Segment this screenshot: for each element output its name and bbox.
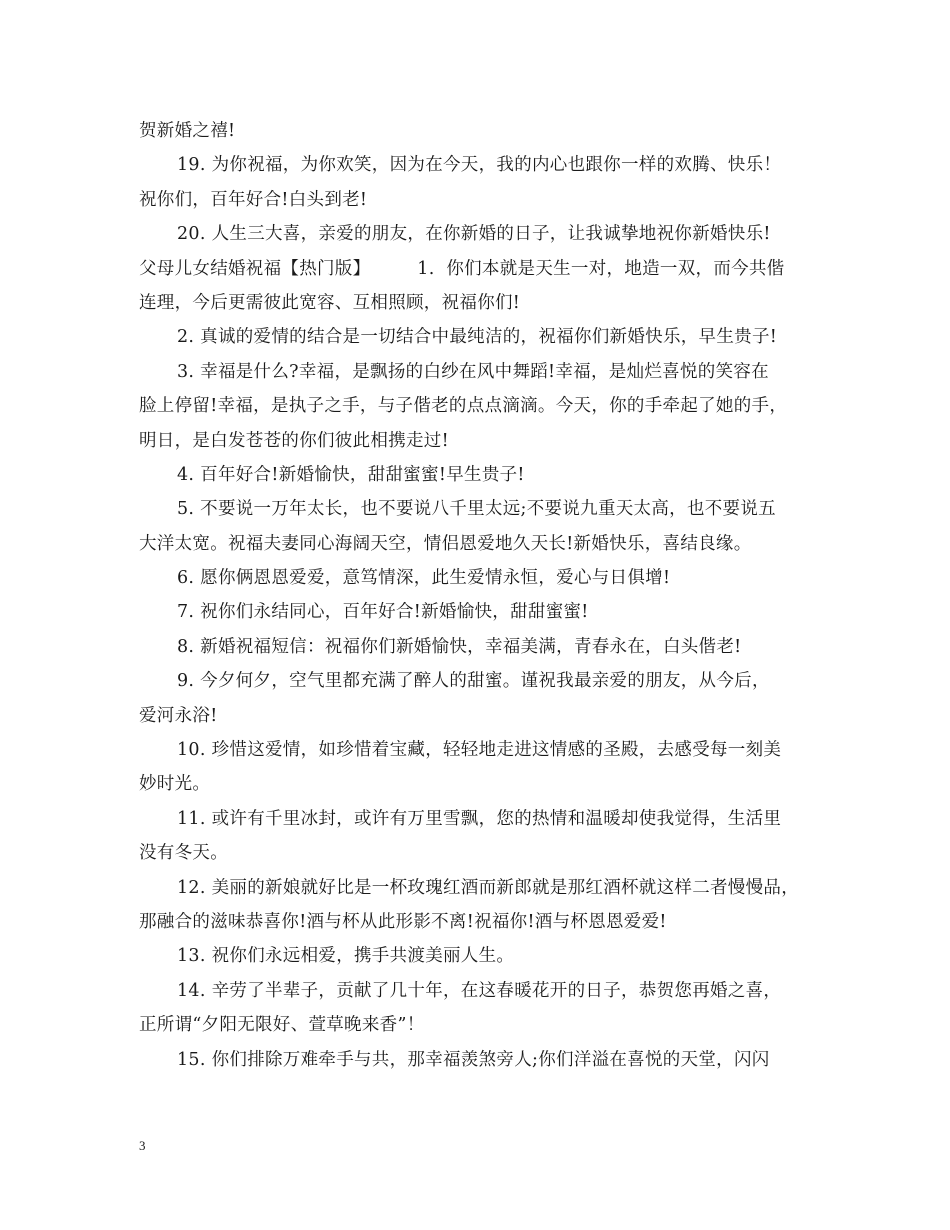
text-line: 祝你们，百年好合!白头到老! [139, 189, 368, 210]
text-line: 3. 幸福是什么?幸福，是飘扬的白纱在风中舞蹈!幸福，是灿烂喜悦的笑容在 [177, 361, 769, 382]
text-line: 正所谓“夕阳无限好、萱草晚来香”！ [139, 1015, 425, 1036]
text-line: 19. 为你祝福，为你欢笑，因为在今天，我的内心也跟你一样的欢腾、快乐！ [177, 155, 782, 176]
text-line: 明日，是白发苍苍的你们彼此相携走过! [139, 430, 449, 451]
text-line: 4. 百年好合!新婚愉快，甜甜蜜蜜!早生贵子! [177, 464, 525, 485]
text-line: 13. 祝你们永远相爱，携手共渡美丽人生。 [177, 946, 515, 967]
body-text [139, 114, 819, 1077]
text-line: 没有冬天。 [139, 843, 228, 864]
text-line: 爱河永浴! [139, 705, 218, 726]
text-line: 2. 真诚的爱情的结合是一切结合中最纯洁的，祝福你们新婚快乐，早生贵子! [177, 327, 778, 348]
text-line: 11. 或许有千里冰封，或许有万里雪飘，您的热情和温暖却使我觉得，生活里 [177, 808, 782, 829]
text-line: 10. 珍惜这爱情，如珍惜着宝藏，轻轻地走进这情感的圣殿，去感受每一刻美 [177, 740, 782, 761]
text-line: 妙时光。 [139, 774, 211, 795]
text-line: 6. 愿你俩恩恩爱爱，意笃情深，此生爱情永恒，爱心与日俱增! [177, 568, 671, 589]
text-line: 父母儿女结婚祝福【热门版】 1. 你们本就是天生一对，地造一双，而今共偕 [139, 258, 785, 279]
text-line: 贺新婚之禧! [139, 121, 236, 141]
text-line: 大洋太宽。祝福夫妻同心海阔天空，情侣恩爱地久天长!新婚快乐，喜结良缘。 [139, 533, 752, 554]
page-number: 3 [139, 1138, 146, 1153]
text-line: 15. 你们排除万难牵手与共，那幸福羡煞旁人;你们洋溢在喜悦的天堂，闪闪 [177, 1049, 770, 1070]
text-line: 20. 人生三大喜，亲爱的朋友，在你新婚的日子，让我诚挚地祝你新婚快乐! [177, 224, 771, 245]
text-line: 连理，今后更需彼此宽容、互相照顾，祝福你们! [139, 292, 521, 313]
text-line: 5. 不要说一万年太长，也不要说八千里太远;不要说九重天太高，也不要说五 [177, 499, 776, 520]
text-line: 7. 祝你们永结同心，百年好合!新婚愉快，甜甜蜜蜜! [177, 602, 589, 623]
text-line: 14. 辛劳了半辈子，贡献了几十年，在这春暖花开的日子，恭贺您再婚之喜， [177, 980, 782, 1001]
text-line: 8. 新婚祝福短信：祝福你们新婚愉快，幸福美满，青春永在，白头偕老! [177, 636, 742, 657]
text-line: 脸上停留!幸福，是执子之手，与子偕老的点点滴滴。今天，你的手牵起了她的手， [139, 396, 788, 417]
text-line: 那融合的滋味恭喜你!酒与杯从此形影不离!祝福你!酒与杯恩恩爱爱! [139, 911, 667, 932]
text-line: 9. 今夕何夕，空气里都充满了醉人的甜蜜。谨祝我最亲爱的朋友，从今后， [177, 671, 770, 692]
text-line: 12. 美丽的新娘就好比是一杯玫瑰红酒而新郎就是那红酒杯就这样二者慢慢品， [177, 877, 799, 898]
